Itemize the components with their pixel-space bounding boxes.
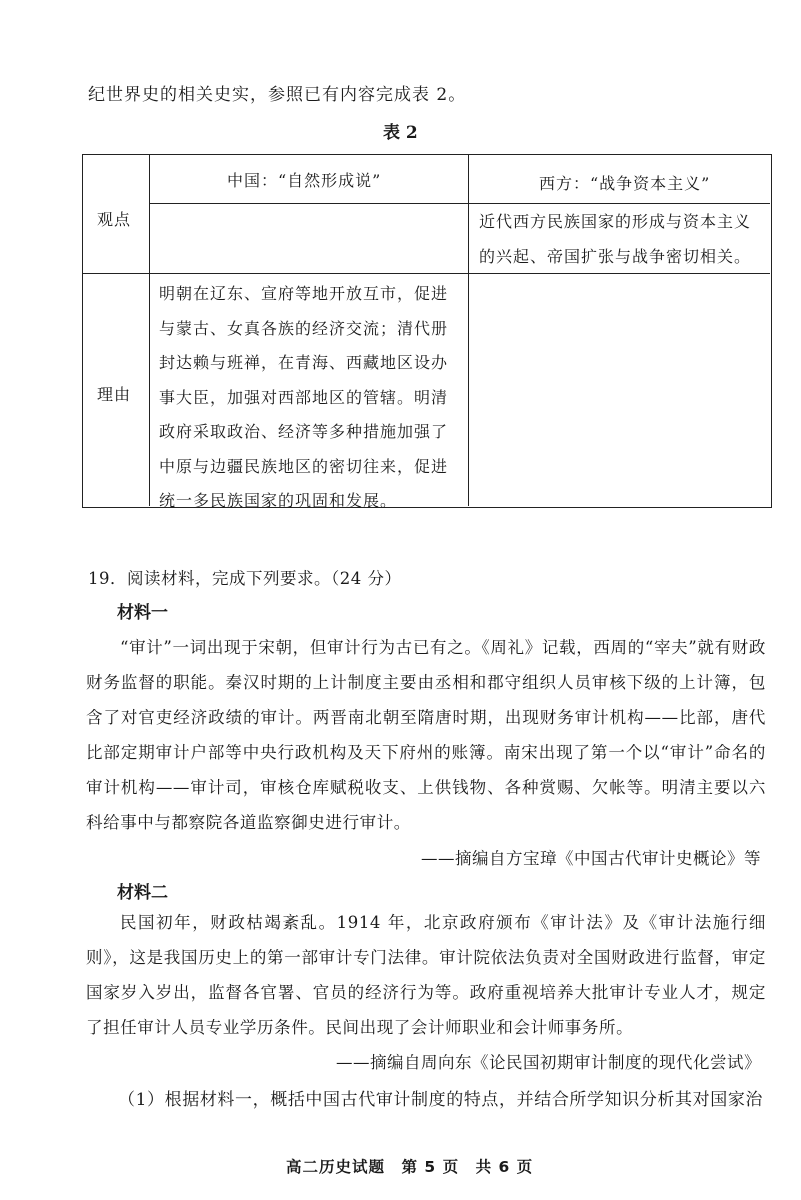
material-2-heading: 材料二 xyxy=(117,883,168,903)
row-label-reason: 理由 xyxy=(97,385,132,404)
row-label-view: 观点 xyxy=(97,210,132,229)
material-1-heading: 材料一 xyxy=(117,603,168,623)
material-1-source: ——摘编自方宝璋《中国古代审计史概论》等 xyxy=(421,849,761,868)
view-west-cell: 近代西方民族国家的形成与资本主义的兴起、帝国扩张与战争密切相关。 xyxy=(479,212,752,266)
intro-line: 纪世界史的相关史实，参照已有内容完成表 2。 xyxy=(88,85,467,105)
question-19-title: 19．阅读材料，完成下列要求。（24 分） xyxy=(88,569,402,588)
material-1-text: “审计”一词出现于宋朝，但审计行为古已有之。《周礼》记载，西周的“宰夫”就有财政财务监督的职能。秦汉时期的上计制度主要由丞相和郡守组织人员审核下级的上计簿，包含了对官吏经济政绩的审计。两晋南北朝至隋唐时期，出现财务审计机构——比部，唐代比部定期审计户部等中央行政机构及天下府州的账簿。南宋出现了第一个以“审计”命名的审计机构——审计司，审核仓库赋税收支、上供钱物、各种赏赐、欠帐等。明清主要以六科给事中与都察院各道监察御史进行审计。 xyxy=(86,638,766,832)
header-west: 西方：“战争资本主义” xyxy=(539,174,711,193)
header-china: 中国：“自然形成说” xyxy=(227,171,382,190)
table-caption: 表 2 xyxy=(383,123,418,143)
comparison-table xyxy=(82,154,772,508)
reason-china-cell: 明朝在辽东、宣府等地开放互市，促进与蒙古、女真各族的经济交流；清代册封达赖与班禅，在青海、西藏地区设办事大臣，加强对西部地区的管辖。明清政府采取政治、经济等多种措施加强了中原与边疆民族地区的密切往来，促进统一多民族国家的巩固和发展。 xyxy=(159,284,449,510)
material-2-source: ——摘编自周向东《论民国初期审计制度的现代化尝试》 xyxy=(336,1053,761,1072)
material-2-text: 民国初年，财政枯竭紊乱。1914 年，北京政府颁布《审计法》及《审计法施行细则》，这是我国历史上的第一部审计专门法律。审计院依法负责对全国财政进行监督，审定国家岁入岁出，监督各官署、官员的经济行为等。政府重视培养大批审计专业人才，规定了担任审计人员专业学历条件。民间出现了会计师职业和会计师事务所。 xyxy=(86,913,766,1037)
sub-question-1: （1）根据材料一，概括中国古代审计制度的特点，并结合所学知识分析其对国家治 xyxy=(118,1090,764,1110)
page-footer: 高二历史试题 第 5 页 共 6 页 xyxy=(286,1158,534,1176)
